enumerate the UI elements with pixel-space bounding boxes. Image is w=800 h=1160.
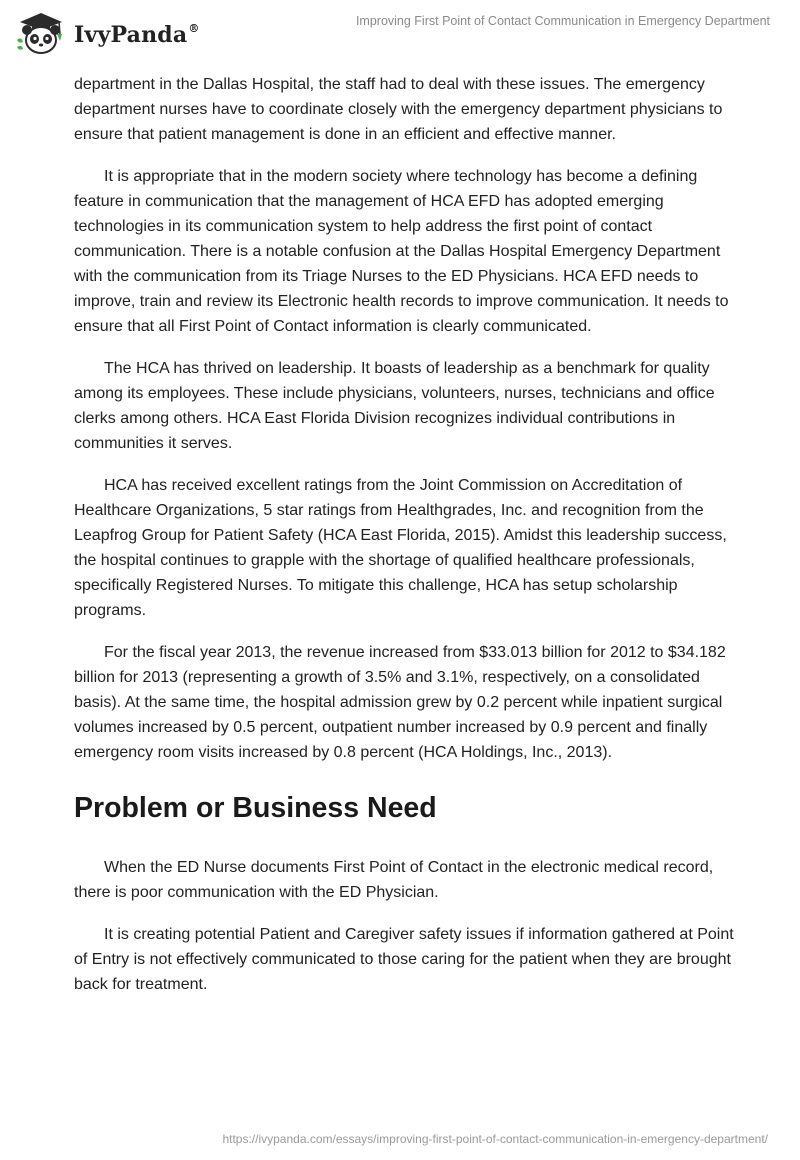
section-heading: Problem or Business Need: [74, 792, 437, 824]
brand-name: IvyPanda®: [74, 22, 200, 48]
paragraph: The HCA has thrived on leadership. It boasts of leadership as a benchmark for quality among its employees. These include physicians, volunteers, nurses, technicians and office clerks among others. HCA East Florida Division recognizes individual contributions in communities it serves.: [74, 360, 715, 452]
source-url[interactable]: https://ivypanda.com/essays/improving-first-point-of-contact-communication-in-emergency-department/: [222, 1132, 768, 1146]
page-header: [0, 0, 800, 64]
ivypanda-logo[interactable]: [14, 8, 200, 58]
paragraph: It is creating potential Patient and Caregiver safety issues if information gathered at Point of Entry is not effectively communicated to those caring for the patient when they are brought back for treatment.: [74, 926, 734, 993]
paragraph: When the ED Nurse documents First Point of Contact in the electronic medical record, there is poor communication with the ED Physician.: [74, 859, 714, 901]
essay-content: [74, 72, 734, 1014]
document-title: Improving First Point of Contact Communication in Emergency Department: [355, 14, 770, 28]
paragraph: It is appropriate that in the modern society where technology has become a defining feature in communication that the management of HCA EFD has adopted emerging technologies in its communication system to help address the first point of contact communication. There is a notable confusion at the Dallas Hospital Emergency Department with the communication from its Triage Nurses to the ED Physicians. HCA EFD needs to improve, train and review its Electronic health records to improve communication. It needs to ensure that all First Point of Contact information is clearly communicated.: [74, 168, 729, 335]
paragraph: department in the Dallas Hospital, the staff had to deal with these issues. The emergency department nurses have to coordinate closely with the emergency department physicians to ensure that patient management is done in an efficient and effective manner.: [74, 76, 723, 143]
paragraph: For the fiscal year 2013, the revenue increased from $33.013 billion for 2012 to $34.182 billion for 2013 (representing a growth of 3.5% and 3.1%, respectively, on a consolidated basis). At the same time, the hospital admission grew by 0.2 percent while inpatient surgical volumes increased by 0.5 percent, outpatient number increased by 0.9 percent and finally emergency room visits increased by 0.8 percent (HCA Holdings, Inc., 2013).: [74, 644, 726, 761]
paragraph: HCA has received excellent ratings from the Joint Commission on Accreditation of Healthcare Organizations, 5 star ratings from Healthgrades, Inc. and recognition from the Leapfrog Group for Patient Safety (HCA East Florida, 2015). Amidst this leadership success, the hospital continues to grapple with the shortage of qualified healthcare professionals, specifically Registered Nurses. To mitigate this challenge, HCA has setup scholarship programs.: [74, 477, 727, 619]
panda-graduate-logo-icon: [14, 10, 68, 56]
